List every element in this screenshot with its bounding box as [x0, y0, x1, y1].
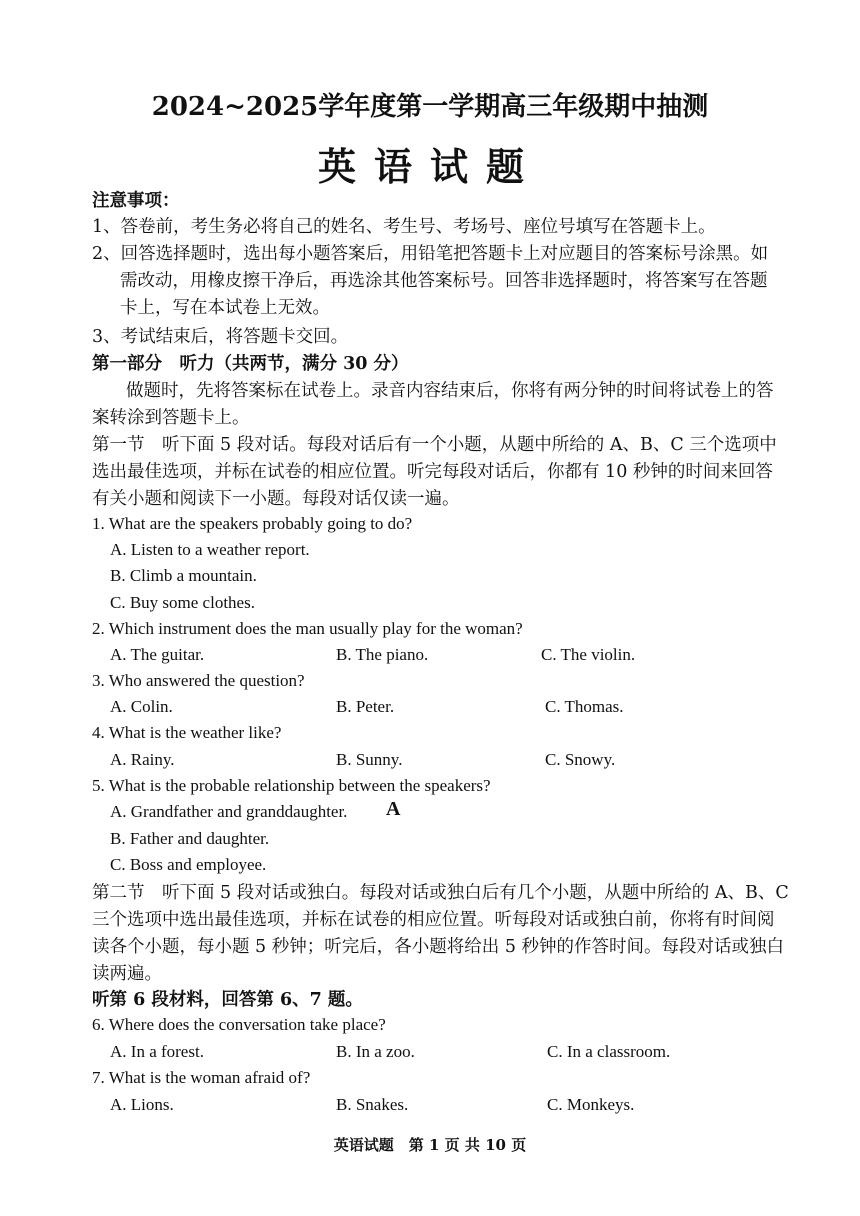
question-5: 5. What is the probable relationship between the speakers?	[92, 776, 491, 795]
q3-option-b: B. Peter.	[336, 697, 395, 716]
section2-instruction-3: 读各个小题，每小题 5 秒钟；听完后，各小题将给出 5 秒钟的作答时间。每段对话或独白	[92, 937, 785, 957]
q3-option-c: C. Thomas.	[545, 697, 624, 716]
material-6-heading: 听第 6 段材料，回答第 6、7 题。	[92, 990, 363, 1010]
q2-option-a: A. The guitar.	[110, 645, 205, 664]
note-item-1: 1、答卷前，考生务必将自己的姓名、考生号、考场号、座位号填写在答题卡上。	[92, 217, 716, 237]
q6-option-c: C. In a classroom.	[547, 1042, 671, 1061]
notes-heading: 注意事项：	[92, 191, 180, 211]
exam-title: 2024~2025学年度第一学期高三年级期中抽测	[151, 92, 709, 122]
question-2: 2. Which instrument does the man usually play for the woman?	[92, 619, 523, 638]
section1-instruction-2: 选出最佳选项，并标在试卷的相应位置。听完每段对话后，你都有 10 秒钟的时间来回答	[92, 462, 773, 482]
q2-option-b: B. The piano.	[336, 645, 429, 664]
q5-option-b: B. Father and daughter.	[110, 829, 270, 848]
q6-option-a: A. In a forest.	[110, 1042, 204, 1061]
q1-option-a: A. Listen to a weather report.	[110, 540, 310, 559]
q4-option-b: B. Sunny.	[336, 750, 403, 769]
part1-intro-1: 做题时，先将答案标在试卷上。录音内容结束后，你将有两分钟的时间将试卷上的答	[126, 381, 774, 401]
question-4: 4. What is the weather like?	[92, 723, 282, 742]
note-item-2-cont2: 卡上，写在本试卷上无效。	[120, 298, 330, 318]
q7-option-c: C. Monkeys.	[547, 1095, 635, 1114]
note-item-2-cont: 需改动，用橡皮擦干净后，再选涂其他答案标号。回答非选择题时，将答案写在答题	[120, 271, 768, 291]
q5-option-a: A. Grandfather and granddaughter.	[110, 802, 348, 821]
q7-option-b: B. Snakes.	[336, 1095, 409, 1114]
handwritten-answer-mark: A	[386, 798, 401, 820]
q7-option-a: A. Lions.	[110, 1095, 174, 1114]
question-1: 1. What are the speakers probably going to do?	[92, 514, 413, 533]
q4-option-c: C. Snowy.	[545, 750, 616, 769]
part1-heading: 第一部分 听力（共两节，满分 30 分）	[92, 354, 409, 374]
part1-intro-2: 案转涂到答题卡上。	[92, 408, 250, 428]
question-3: 3. Who answered the question?	[92, 671, 305, 690]
section2-instruction-2: 三个选项中选出最佳选项，并标在试卷的相应位置。听每段对话或独白前，你将有时间阅	[92, 910, 775, 930]
note-item-3: 3、考试结束后，将答题卡交回。	[92, 327, 349, 347]
q6-option-b: B. In a zoo.	[336, 1042, 415, 1061]
note-item-2: 2、回答选择题时，选出每小题答案后，用铅笔把答题卡上对应题目的答案标号涂黑。如	[92, 244, 769, 264]
q2-option-c: C. The violin.	[541, 645, 636, 664]
q5-option-c: C. Boss and employee.	[110, 855, 267, 874]
section2-instruction-1: 第二节 听下面 5 段对话或独白。每段对话或独白后有几个小题，从题中所给的 A、B、C	[92, 883, 789, 903]
subject-title: 英语试题	[317, 144, 542, 189]
section1-instruction-3: 有关小题和阅读下一小题。每段对话仅读一遍。	[92, 489, 460, 509]
page-footer: 英语试题 第 1 页 共 10 页	[333, 1136, 527, 1154]
q1-option-b: B. Climb a mountain.	[110, 566, 257, 585]
question-7: 7. What is the woman afraid of?	[92, 1068, 311, 1087]
q4-option-a: A. Rainy.	[110, 750, 175, 769]
question-6: 6. Where does the conversation take place?	[92, 1015, 386, 1034]
section2-instruction-4: 读两遍。	[92, 964, 162, 984]
q1-option-c: C. Buy some clothes.	[110, 593, 255, 612]
q3-option-a: A. Colin.	[110, 697, 173, 716]
section1-instruction-1: 第一节 听下面 5 段对话。每段对话后有一个小题，从题中所给的 A、B、C 三个选项中	[92, 435, 777, 455]
